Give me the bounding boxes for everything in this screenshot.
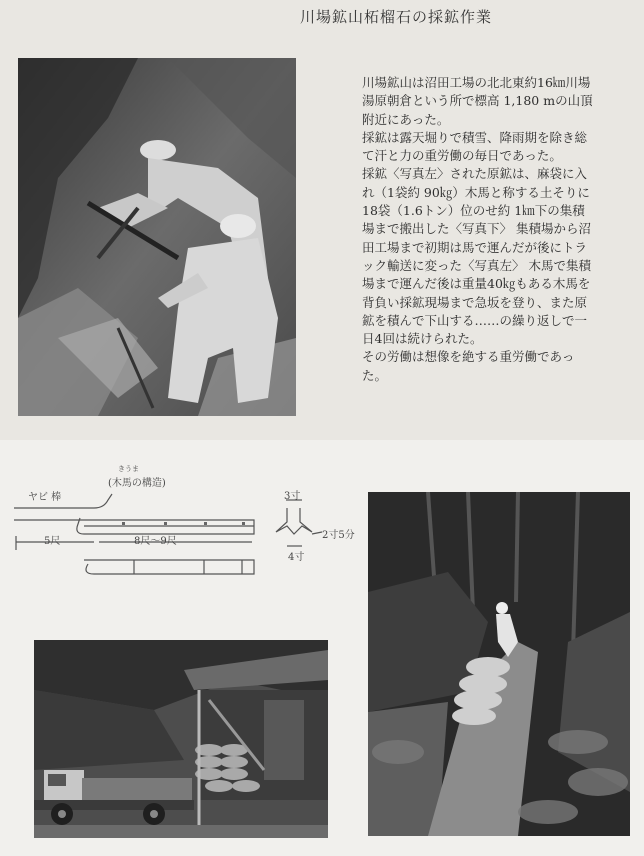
sketch-furigana: きうま: [118, 465, 139, 473]
page-title: 川場鉱山柘榴石の採鉱作業: [300, 8, 493, 26]
sketch-dim-bottom: 4寸: [288, 552, 305, 563]
sketch-dim-right: 2寸5分: [322, 530, 355, 541]
article-paragraph-2: 採鉱は露天堀りで積雪、降雨期を除き総て汗と力の重労働の毎日であった。: [362, 129, 588, 164]
sketch-caption: (木馬の構造): [108, 478, 166, 489]
photo-forest-path-worker: [368, 492, 630, 836]
sketch-dim-left: 5尺: [44, 536, 61, 547]
sketch-dim-top: 3寸: [284, 491, 301, 502]
photo-miners-digging: [18, 58, 296, 416]
sketch-pole-label: ヤビ 棒: [28, 492, 62, 503]
article-paragraph-4: その労働は想像を絶する重労働であった。: [362, 349, 575, 383]
article-paragraph-3: 採鉱〈写真左〉された原鉱は、麻袋に入れ（1袋約 90㎏）木馬と称する土そりに 18袋（1.6トン）位のせ約 1㎞下の集積場まで搬出した〈写真下〉 集積場から沼田工場まで初期は馬で運んだが後にトラック輸送に変った〈写真左〉 木馬で集積場まで運んだ後は重量40㎏もある木馬を背負い採鉱現場まで急坂を登り、また原鉱を積んで下山する……の繰り返しで一日4回は続けられた。: [362, 166, 591, 347]
photo-truck-collection-site: [34, 640, 328, 838]
article-text: [362, 74, 594, 385]
wooden-sled-sketch: [4, 460, 364, 600]
article-paragraph-1: 川場鉱山は沼田工場の北北東約16㎞川場湯原朝倉という所で標高 1,180 mの山頂附近にあった。: [362, 75, 593, 127]
sketch-dim-main: 8尺〜9尺: [134, 536, 177, 547]
